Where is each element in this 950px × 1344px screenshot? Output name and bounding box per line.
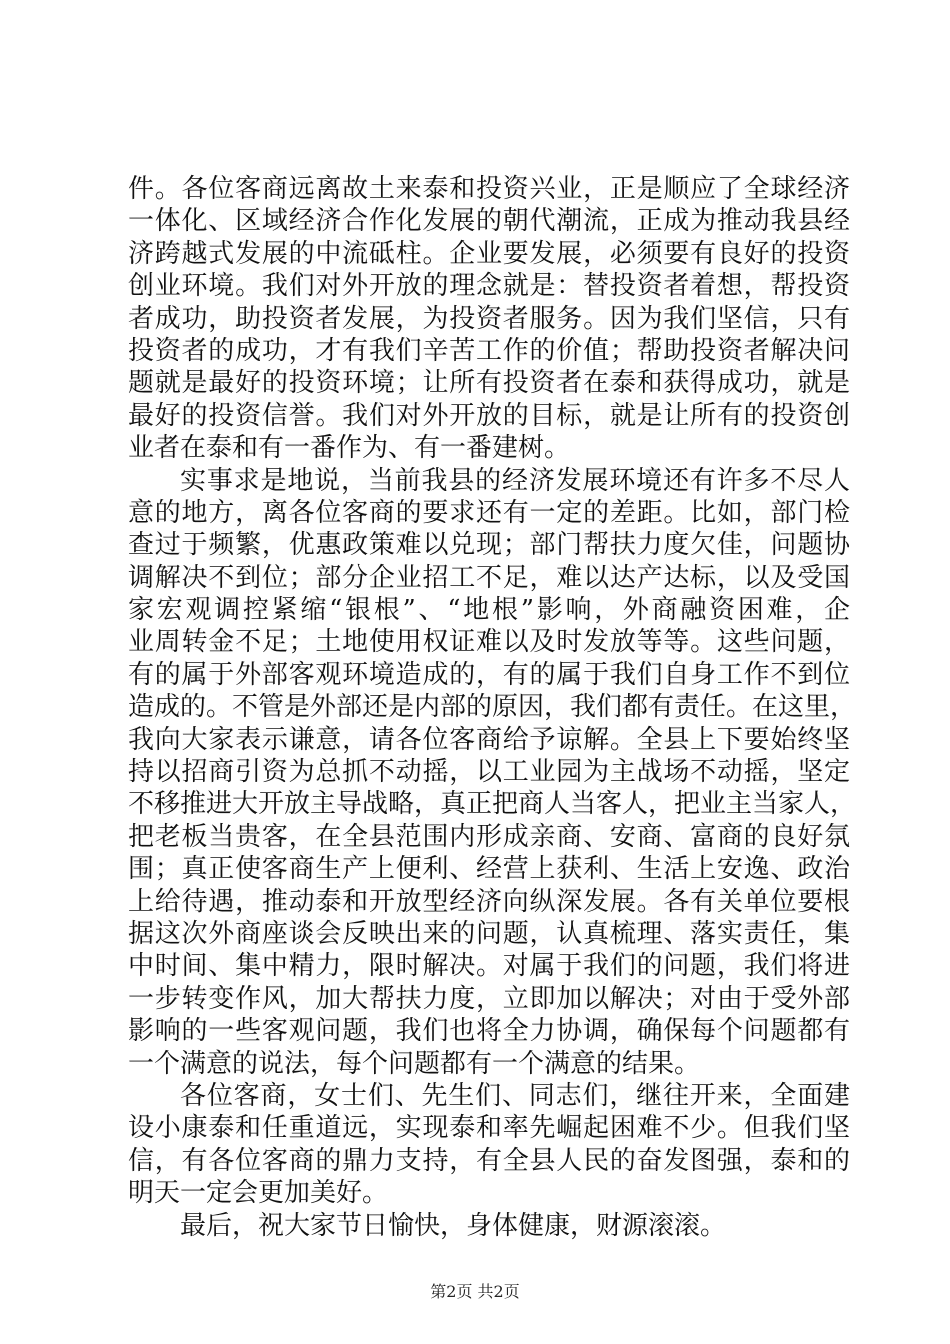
body-line: 不移推进大开放主导战略，真正把商人当客人，把业主当家人， <box>128 789 857 820</box>
document-body <box>128 173 857 1242</box>
body-line: 据这次外商座谈会反映出来的问题，认真梳理、落实责任，集 <box>128 918 850 949</box>
body-line: 业者在泰和有一番作为、有一番建树。 <box>128 433 571 464</box>
body-line: 有的属于外部客观环境造成的，有的属于我们自身工作不到位 <box>128 659 850 690</box>
body-line: 把老板当贵客，在全县范围内形成亲商、安商、富商的良好氛 <box>128 821 850 852</box>
body-line: 设小康泰和任重道远，实现泰和率先崛起困难不少。但我们坚 <box>128 1113 850 1144</box>
body-line: 一体化、区域经济合作化发展的朝代潮流，正成为推动我县经 <box>128 206 850 237</box>
body-line: 实事求是地说，当前我县的经济发展环境还有许多不尽人 <box>180 465 850 496</box>
body-line: 件。各位客商远离故土来泰和投资兴业，正是顺应了全球经济 <box>128 174 850 204</box>
body-line: 影响的一些客观问题，我们也将全力协调，确保每个问题都有 <box>128 1016 850 1047</box>
body-line: 最后，祝大家节日愉快，身体健康，财源滚滚。 <box>180 1210 727 1241</box>
body-line: 最好的投资信誉。我们对外开放的目标，就是让所有的投资创 <box>128 400 850 431</box>
body-line: 我向大家表示谦意，请各位客商给予谅解。全县上下要始终坚 <box>128 724 850 755</box>
body-line: 创业环境。我们对外开放的理念就是：替投资者着想，帮投资 <box>128 271 850 302</box>
body-line: 投资者的成功，才有我们辛苦工作的价值；帮助投资者解决问 <box>128 335 850 366</box>
body-line: 中时间、集中精力，限时解决。对属于我们的问题，我们将进 <box>128 951 850 982</box>
body-line: 造成的。不管是外部还是内部的原因，我们都有责任。在这里， <box>128 692 857 723</box>
body-line: 信，有各位客商的鼎力支持，有全县人民的奋发图强，泰和的 <box>128 1145 850 1176</box>
body-line: 家宏观调控紧缩“银根”、“地根”影响，外商融资困难，企 <box>128 595 850 626</box>
body-line: 意的地方，离各位客商的要求还有一定的差距。比如，部门检 <box>128 497 850 528</box>
body-line: 上给待遇，推动泰和开放型经济向纵深发展。各有关单位要根 <box>128 886 850 917</box>
body-line: 一步转变作风，加大帮扶力度，立即加以解决；对由于受外部 <box>128 983 850 1014</box>
body-line: 围；真正使客商生产上便利、经营上获利、生活上安逸、政治 <box>128 854 850 885</box>
body-line: 明天一定会更加美好。 <box>128 1178 389 1209</box>
body-line: 业周转金不足；土地使用权证难以及时发放等等。这些问题， <box>128 627 850 658</box>
body-line: 济跨越式发展的中流砥柱。企业要发展，必须要有良好的投资 <box>128 238 850 269</box>
body-line: 调解决不到位；部分企业招工不足，难以达产达标，以及受国 <box>128 562 850 593</box>
body-line: 查过于频繁，优惠政策难以兑现；部门帮扶力度欠佳，问题协 <box>128 530 850 561</box>
body-line: 一个满意的说法，每个问题都有一个满意的结果。 <box>128 1048 701 1079</box>
body-line: 者成功，助投资者发展，为投资者服务。因为我们坚信，只有 <box>128 303 850 334</box>
body-line: 各位客商，女士们、先生们、同志们，继往开来，全面建 <box>180 1080 850 1111</box>
body-line: 题就是最好的投资环境；让所有投资者在泰和获得成功，就是 <box>128 368 850 399</box>
body-line: 持以招商引资为总抓不动摇，以工业园为主战场不动摇，坚定 <box>128 757 850 788</box>
page-footer: 第2页 共2页 <box>430 1282 520 1301</box>
